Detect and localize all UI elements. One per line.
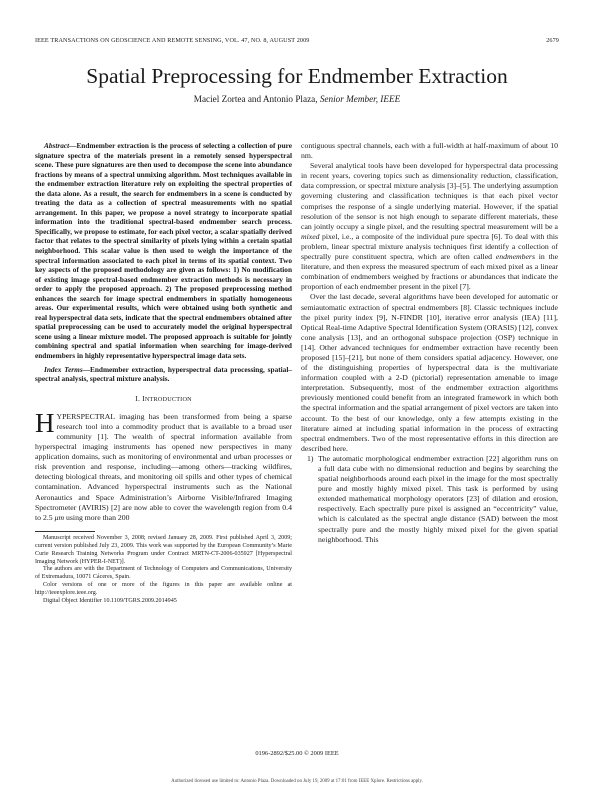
index-terms-label: Index Terms xyxy=(44,364,83,374)
right-column xyxy=(301,141,558,545)
index-terms xyxy=(35,365,292,384)
running-header xyxy=(35,37,559,47)
list-item-text: The automatic morphological endmember extraction [22] algorithm runs on a full data cube with no dimensional reduction and begins by searching the spatial neighborhoods around each pixel in the image for the most spectrally pure and mostly highly mixed pixel. This task is performed by using extended mathematical morphology operators [23] of dilation and erosion, respectively. Each spectrally pure pixel is assigned an “eccentricity” value, which is calculated as the spectral angle distance (SAD) between the most spectrally pure and the mostly highly mixed pixel for the given spatial neighborhood. This xyxy=(318,453,558,544)
section-heading-introduction: I. INTRODUCTION xyxy=(135,393,192,403)
drop-cap: H xyxy=(35,407,55,438)
footnote-manuscript: Manuscript received November 3, 2008; revised January 28, 2009. First published April 3, 2009; current version published July 23, 2009. This work was supported by the European Community’s Marie Curie Research Training Networks Program under Contract MRTN-CT-2006-035927 [Hyperspectral Imaging Network (HYPER-I-NET)]. xyxy=(35,534,292,565)
footnote-divider xyxy=(35,531,95,532)
list-item xyxy=(301,454,558,545)
intro-paragraph: HYPERSPECTRAL imaging has been transformed from being a sparse research tool into a commodity product that is available to a broad user community [1]. The wealth of spectral information available from hyperspectral imaging instruments has opened new perspectives in many application domains, such as monitoring of environmental and urban processes or risk prevention and response, including—among others—tracking wildfires, detecting biological threats, and monitoring oil spills and other types of chemical contamination. Advanced hyperspectral instruments such as the National Aeronautics and Space Administration’s Airborne Visible/Infrared Imaging Spectrometer (AVIRIS) [2] are now able to cover the wavelength region from 0.4 to 2.5 μm using more than 200 xyxy=(35,407,292,522)
body-paragraph-algorithms: Over the last decade, several algorithms have been developed for automatic or semiautomatic extraction of spectral endmembers [8]. Classic techniques include the pixel purity index [9], N-FINDR [10], iterative error analysis (IEA) [11], Optical Real-time Adaptive Spectral Identification System (ORASIS) [12], convex cone analysis [13], and an orthogonal subspace projection (OSP) technique in [14]. Other advanced techniques for endmember extraction have recently been proposed [15]–[21], but none of them considers spatial adjacency. However, one of the distinguishing properties of hyperspectral data is the multivariate information coupled with a 2-D (pictorial) representation amenable to image interpretation. Subsequently, most of the endmember extraction algorithms previously mentioned could benefit from an integrated framework in which both the spectral information and the spatial arrangement of pixel vectors are taken into account. To the best of our knowledge, only a few attempts existing in the literature aimed at including spatial information in the process of extracting spectral endmembers. Two of the most representative efforts in this direction are described here. xyxy=(301,292,558,453)
copyright-code: 0196-2892/$25.00 © 2009 IEEE xyxy=(255,750,339,757)
page-number: 2679 xyxy=(546,37,559,44)
footnote-doi: Digital Object Identifier 10.1109/TGRS.2009.2014945 xyxy=(43,598,177,605)
abstract-label: Abstract xyxy=(44,141,70,150)
abstract xyxy=(35,141,292,361)
index-terms-text: —Endmember extraction, hyperspectral data processing, spatial–spectral analysis, spectral mixture analysis. xyxy=(35,364,293,384)
author-membership: Senior Member, IEEE xyxy=(319,94,401,104)
footnote-affiliation: The authors are with the Department of Technology of Computers and Communications, University of Extremadura, 10071 Cáceres, Spain. xyxy=(35,566,292,581)
body-paragraph-tools: Several analytical tools have been developed for hyperspectral data processing in recent years, covering topics such as dimensionality reduction, classification, data compression, or spectral mixture analysis [3]–[5]. The underlying assumption governing clustering and classification techniques is that each pixel vector comprises the response of a single underlying material. However, if the spatial resolution of the sensor is not high enough to separate different materials, these can jointly occupy a single pixel, and the resulting spectral measurement will be a mixed pixel, i.e., a composite of the individual pure spectra [6]. To deal with this problem, linear spectral mixture analysis techniques first identify a collection of spectrally pure constituent spectra, which are often called endmembers in the literature, and then express the measured spectrum of each mixed pixel as a linear combination of endmembers weighed by fractions or abundances that indicate the proportion of each endmember present in the pixel [7]. xyxy=(301,161,559,292)
paper-title: Spatial Preprocessing for Endmember Extraction xyxy=(86,64,508,88)
body-paragraph-continued: contiguous spectral channels, each with a full-width at half-maximum of about 10 nm. xyxy=(301,141,558,161)
author-line xyxy=(0,94,594,104)
author-names: Maciel Zortea and Antonio Plaza, xyxy=(193,94,318,104)
list-item-number: 1) xyxy=(307,453,314,463)
left-column xyxy=(35,141,292,606)
abstract-text: —Endmember extraction is the process of selecting a collection of pure signature spectra of the materials present in a remotely sensed hyperspectral scene. These pure signatures are then used to decompose the scene into abundance fractions by means of a spectral unmixing algorithm. Most techniques available in the endmember extraction literature rely on exploiting the spectral properties of the data alone. As a result, the search for endmembers in a scene is conducted by treating the data as a collection of spectral measurements with no spatial arrangement. In this paper, we propose a novel strategy to incorporate spatial information into the traditional spectral-based endmember search process. Specifically, we propose to estimate, for each pixel vector, a scalar spatially derived factor that relates to the spectral similarity of pixels lying within a certain spatial neighborhood. This scalar value is then used to weigh the importance of the spectral information associated to each pixel in terms of its spatial context. Two key aspects of the proposed methodology are given as follows: 1) No modification of existing image spectral-based endmember extraction methods is necessary in order to apply the proposed approach. 2) The proposed preprocessing method enhances the search for image spectral endmembers in spatially homogeneous areas. Our experimental results, which were obtained using both synthetic and real hyperspectral data sets, indicate that the spectral endmembers obtained after spatial preprocessing can be used to accurately model the original hyperspectral scene using a linear mixture model. The proposed approach is suitable for jointly combining spectral and spatial information when searching for image-derived endmembers in highly representative hyperspectral image data sets. xyxy=(35,141,292,361)
licence-notice: Authorized licensed use limited to: Antonio Plaza. Downloaded on July 19, 2009 at 17:01 from IEEE Xplore. Restrictions apply. xyxy=(171,779,423,784)
footnote-color: Color versions of one or more of the figures in this paper are available online at http://ieeexplore.ieee.org. xyxy=(35,582,292,597)
journal-name: IEEE TRANSACTIONS ON GEOSCIENCE AND REMOTE SENSING, VOL. 47, NO. 8, AUGUST 2009 xyxy=(35,37,310,44)
